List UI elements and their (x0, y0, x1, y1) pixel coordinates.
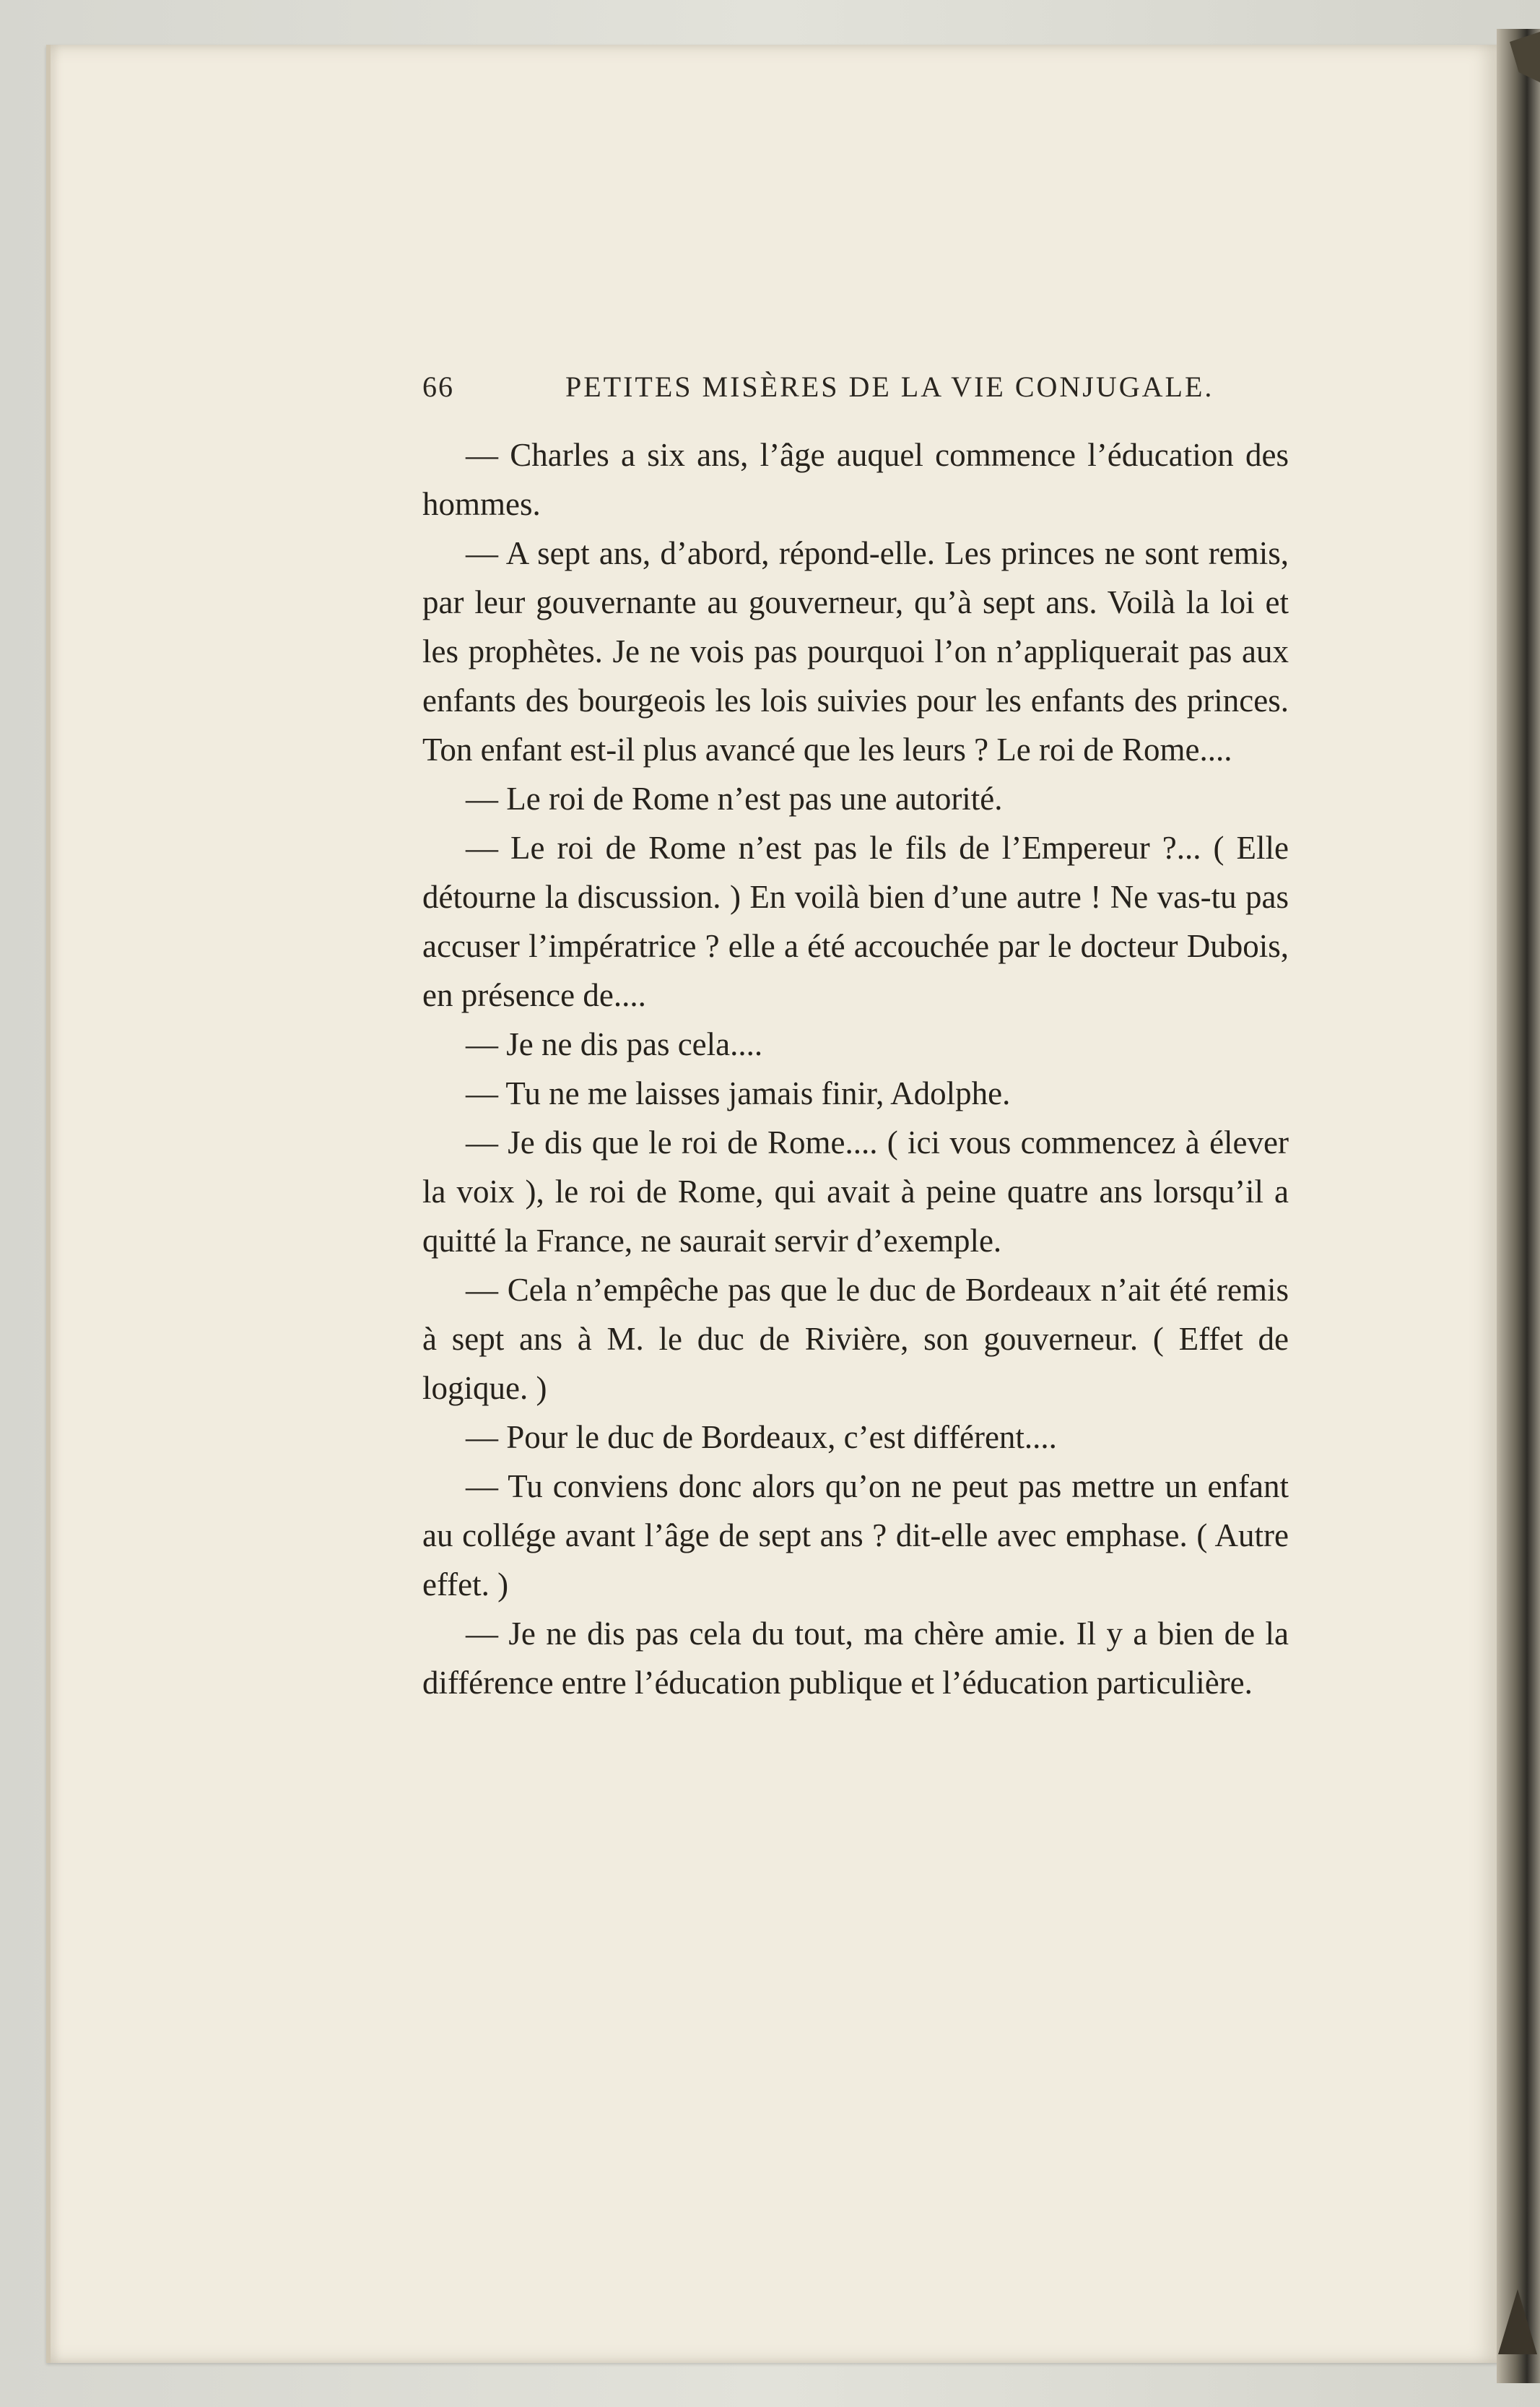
running-title: PETITES MISÈRES DE LA VIE CONJUGALE. (565, 370, 1214, 403)
paragraph: — Tu conviens donc alors qu’on ne peut pas mettre un enfant au collége avant l’âge de sept ans ? dit-elle avec emphase. ( Autre effet. ) (422, 1468, 1289, 1603)
paragraph: — Le roi de Rome n’est pas le fils de l’Empereur ?... ( Elle détourne la discussion. ) En voilà bien d’une autre ! Ne vas-tu pas accuser l’impératrice ? elle a été accouchée par le docteur Dubois, en présence de.... (422, 830, 1289, 1013)
paragraph: — Je dis que le roi de Rome.... ( ici vous commencez à élever la voix ), le roi de Rome, qui avait à peine quatre ans lorsqu’il a quitté la France, ne saurait servir d’exemple. (422, 1124, 1289, 1259)
paragraph: — Tu ne me laisses jamais finir, Adolphe. (466, 1075, 1011, 1111)
paragraph: — A sept ans, d’abord, répond-elle. Les princes ne sont remis, par leur gouvernante au gouverneur, qu’à sept ans. Voilà la loi et les prophètes. Je ne vois pas pourquoi l’on n’appliquerait pas aux enfants des bourgeois les lois suivies pour les enfants des princes. Ton enfant est-il plus avancé que les leurs ? Le roi de Rome.... (422, 535, 1289, 768)
paragraph: — Pour le duc de Bordeaux, c’est différent.... (466, 1419, 1057, 1455)
book-spine-edge (1497, 29, 1540, 2383)
page-number: 66 (422, 370, 454, 403)
paragraph: — Je ne dis pas cela du tout, ma chère amie. Il y a bien de la différence entre l’éducation publique et l’éducation particulière. (422, 1615, 1289, 1701)
paragraph: — Charles a six ans, l’âge auquel commence l’éducation des hommes. (422, 437, 1289, 522)
body-text (422, 430, 1289, 1707)
paragraph: — Cela n’empêche pas que le duc de Bordeaux n’ait été remis à sept ans à M. le duc de Rivière, son gouverneur. ( Effet de logique. ) (422, 1272, 1289, 1406)
paragraph: — Je ne dis pas cela.... (466, 1026, 763, 1062)
page-header (422, 370, 1289, 413)
paragraph: — Le roi de Rome n’est pas une autorité. (466, 781, 1003, 817)
